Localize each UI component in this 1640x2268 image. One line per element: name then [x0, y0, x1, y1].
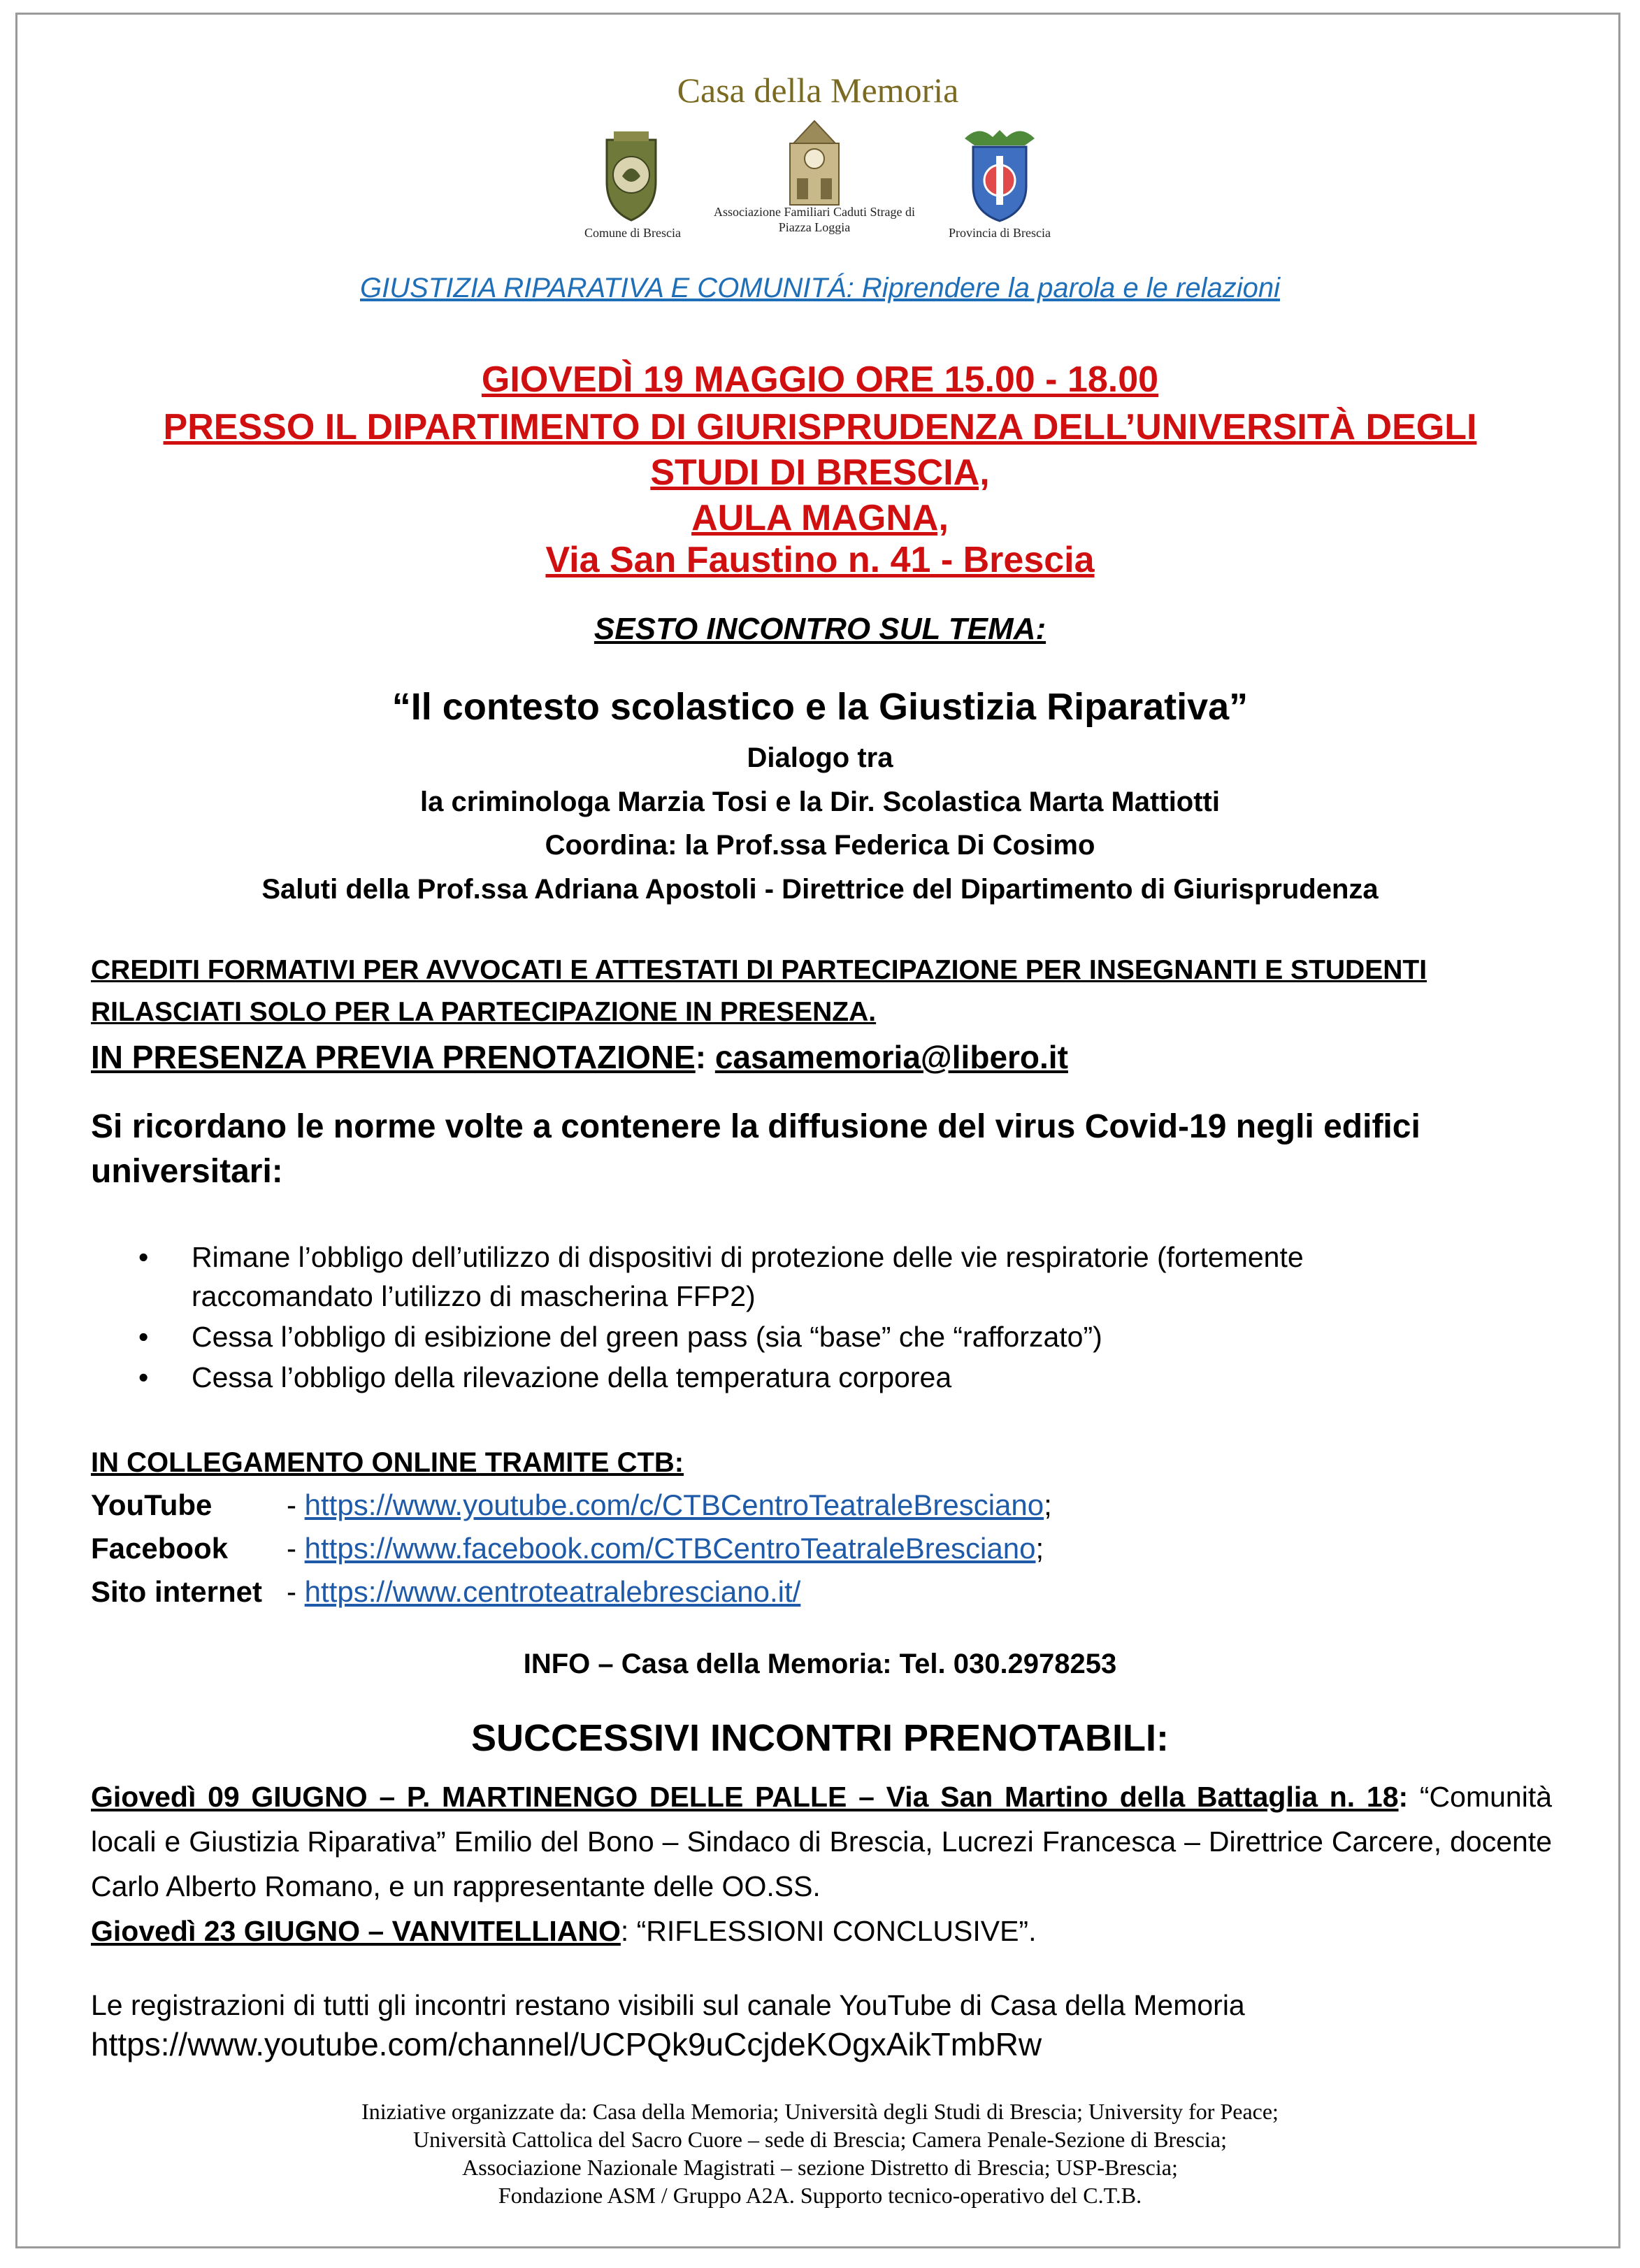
event-subtitle: GIUSTIZIA RIPARATIVA E COMUNITÁ: Riprendere la parola e le relazioni — [360, 273, 1280, 303]
footer — [0, 2097, 1640, 2209]
link-label: Facebook — [91, 1532, 229, 1565]
rule-text: Cessa l’obbligo della rilevazione della temperatura corporea — [192, 1361, 952, 1393]
bullet-icon: • — [138, 1241, 149, 1273]
bullet-icon: • — [138, 1361, 149, 1393]
talk-line-4: Saluti della Prof.ssa Adriana Apostoli - Direttrice del Dipartimento di Giurisprudenza — [261, 874, 1379, 905]
link-dash: - — [287, 1532, 305, 1565]
link-row-website — [91, 1570, 1559, 1614]
footer-line-3: Associazione Nazionale Magistrati – sezione Distretto di Brescia; USP-Brescia; — [462, 2155, 1178, 2180]
covid-rules-list — [138, 1237, 1475, 1398]
talk-line-2: la criminologa Marzia Tosi e la Dir. Scolastica Marta Mattiotti — [419, 787, 1220, 817]
link-label: Sito internet — [91, 1575, 263, 1608]
rule-text: Rimane l’obbligo dell’utilizzo di dispositivi di protezione delle vie respiratorie (fortemente raccomandato l’utilizzo di mascherina FFP2) — [192, 1241, 1304, 1312]
footer-line-2: Università Cattolica del Sacro Cuore – sede di Brescia; Camera Penale-Sezione di Brescia; — [412, 2127, 1228, 2152]
list-item — [138, 1237, 1475, 1316]
event-date: GIOVEDÌ 19 MAGGIO ORE 15.00 - 18.00 — [481, 359, 1159, 400]
facebook-link[interactable]: https://www.facebook.com/CTBCentroTeatraleBresciano — [304, 1532, 1036, 1565]
youtube-link[interactable]: https://www.youtube.com/c/CTBCentroTeatraleBresciano — [304, 1488, 1044, 1521]
link-suffix: ; — [1035, 1532, 1044, 1565]
meeting-2-body: “RIFLESSIONI CONCLUSIVE”. — [636, 1915, 1037, 1947]
event-place-line-2: STUDI DI BRESCIA, — [650, 452, 990, 493]
footer-line-4: Fondazione ASM / Gruppo A2A. Supporto tecnico-operativo del C.T.B. — [498, 2183, 1142, 2208]
crediti-line-2: RILASCIATI SOLO PER LA PARTECIPAZIONE IN PRESENZA. — [91, 997, 877, 1027]
provincia-brescia-caption: Provincia di Brescia — [949, 226, 1051, 240]
link-suffix: ; — [1044, 1488, 1052, 1521]
meeting-2-colon: : — [620, 1915, 637, 1947]
website-link[interactable]: https://www.centroteatralebresciano.it/ — [304, 1575, 801, 1608]
crediti-block — [91, 949, 1559, 1033]
meeting-1-head: Giovedì 09 GIUGNO – P. MARTINENGO DELLE PALLE – Via San Martino della Battaglia n. 18 — [91, 1781, 1399, 1813]
piazza-loggia-caption: Associazione Familiari Caduti Strage di Piazza Loggia — [714, 205, 915, 234]
series-heading: SESTO INCONTRO SUL TEMA: — [594, 612, 1046, 646]
meeting-1-body: “Comunità locali e Giustizia Riparativa” Emilio del Bono – Sindaco di Brescia, Lucrezi Francesca – Direttrice Carcere, docente Carlo Alberto Romano, e un rappresentante delle OO.SS. — [91, 1781, 1553, 1902]
event-place-line-1: PRESSO IL DIPARTIMENTO DI GIURISPRUDENZA DELL’UNIVERSITÀ DEGLI — [163, 407, 1477, 447]
booking-colon: : — [695, 1039, 715, 1075]
provincia-brescia-crest-icon — [958, 124, 1042, 224]
comune-brescia-caption: Comune di Brescia — [584, 226, 681, 240]
link-dash: - — [287, 1488, 305, 1521]
booking-email[interactable]: casamemoria@libero.it — [714, 1039, 1068, 1075]
recordings-block — [91, 1986, 1559, 2064]
list-item — [138, 1358, 1475, 1397]
online-heading: IN COLLEGAMENTO ONLINE TRAMITE CTB: — [91, 1447, 684, 1478]
crediti-line-1: CREDITI FORMATIVI PER AVVOCATI E ATTESTATI DI PARTECIPAZIONE PER INSEGNANTI E STUDENTI — [91, 955, 1427, 985]
rule-text: Cessa l’obbligo di esibizione del green pass (sia “base” che “rafforzato”) — [192, 1321, 1102, 1353]
link-row-youtube — [91, 1484, 1559, 1527]
successivi-heading: SUCCESSIVI INCONTRI PRENOTABILI: — [470, 1717, 1170, 1759]
recordings-text: Le registrazioni di tutti gli incontri restano visibili sul canale YouTube di Casa della Memoria — [91, 1989, 1245, 2021]
footer-line-1: Iniziative organizzate da: Casa della Memoria; Università degli Studi di Brescia; University for Peace; — [361, 2099, 1279, 2124]
talk-line-3: Coordina: la Prof.ssa Federica Di Cosimo — [545, 830, 1095, 861]
online-links — [91, 1484, 1559, 1614]
comune-brescia-crest-icon — [593, 126, 670, 224]
link-label: YouTube — [91, 1488, 213, 1521]
talk-line-1: Dialogo tra — [747, 742, 893, 773]
event-place-line-3: AULA MAGNA, — [691, 498, 949, 538]
booking-line — [91, 1038, 1559, 1076]
logo-title: Casa della Memoria — [677, 71, 959, 110]
recordings-link[interactable]: https://www.youtube.com/channel/UCPQk9uCcjdeKOgxAikTmbRw — [91, 2026, 1042, 2062]
booking-label: IN PRESENZA PREVIA PRENOTAZIONE — [91, 1039, 696, 1075]
talk-title: “Il contesto scolastico e la Giustizia Riparativa” — [391, 686, 1249, 728]
info-line: INFO – Casa della Memoria: Tel. 030.2978253 — [523, 1649, 1117, 1679]
list-item — [138, 1317, 1475, 1356]
meeting-1-colon: : — [1398, 1781, 1420, 1813]
link-row-facebook — [91, 1527, 1559, 1570]
link-dash: - — [287, 1575, 305, 1608]
piazza-loggia-tower-icon — [776, 115, 853, 206]
event-place-line-4: Via San Faustino n. 41 - Brescia — [545, 540, 1095, 580]
bullet-icon: • — [138, 1321, 149, 1353]
successivi-body — [91, 1774, 1552, 1953]
covid-intro: Si ricordano le norme volte a contenere la diffusione del virus Covid-19 negli edifici universitari: — [91, 1108, 1420, 1190]
meeting-2-head: Giovedì 23 GIUGNO – VANVITELLIANO — [91, 1915, 621, 1947]
